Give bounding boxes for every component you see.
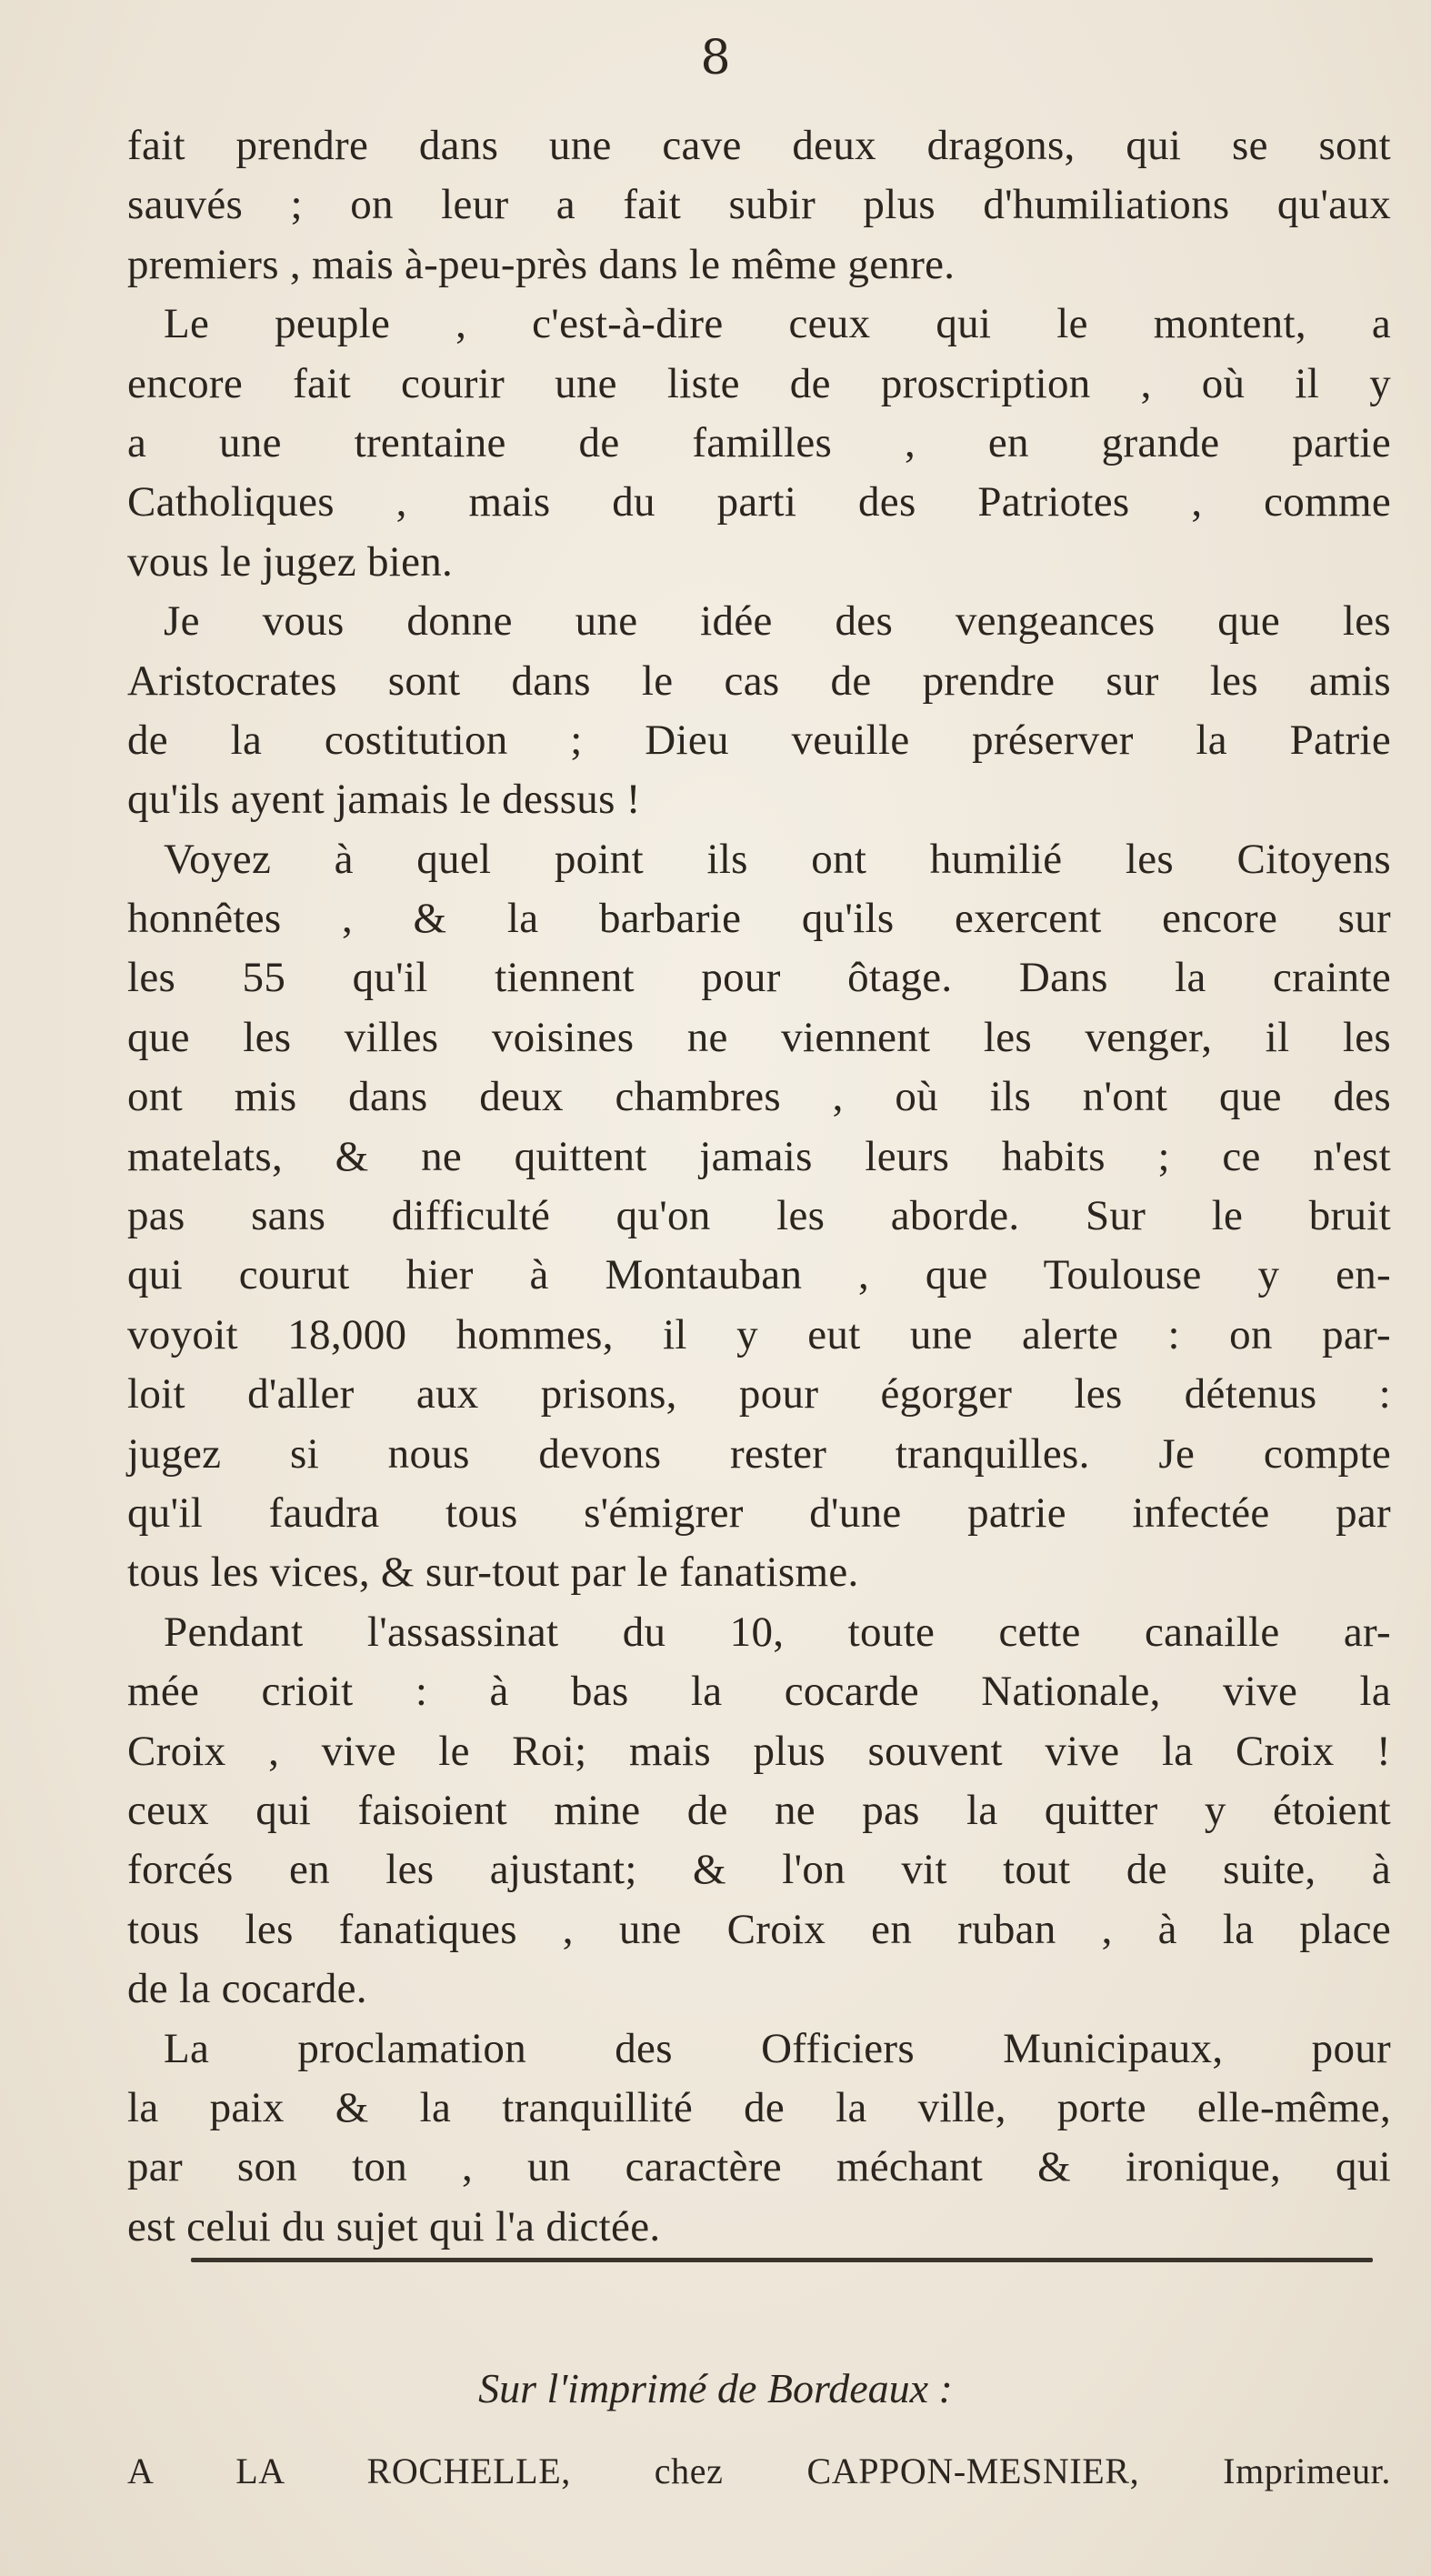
text-line: jugez si nous devons rester tranquilles. Je compte xyxy=(127,1429,1391,1478)
text-line: Le peuple , c'est-à-dire ceux qui le montent, a xyxy=(164,300,1391,348)
text-line: mée crioit : à bas la cocarde Nationale, vive la xyxy=(127,1668,1391,1716)
text-line: encore fait courir une liste de proscription , où il y xyxy=(127,359,1391,407)
text-line: qu'ils ayent jamais le dessus ! xyxy=(127,776,641,824)
text-line: tous les vices, & sur-tout par le fanatisme. xyxy=(127,1549,859,1597)
text-line: qu'il faudra tous s'émigrer d'une patrie infectée par xyxy=(127,1488,1391,1537)
text-line: Aristocrates sont dans le cas de prendre sur les amis xyxy=(127,657,1391,705)
text-line: les 55 qu'il tiennent pour ôtage. Dans la crainte xyxy=(127,954,1391,1002)
text-line: Pendant l'assassinat du 10, toute cette canaille ar- xyxy=(164,1608,1391,1656)
text-line: forcés en les ajustant; & l'on vit tout de suite, à xyxy=(127,1846,1391,1894)
text-line: que les villes voisines ne viennent les venger, il les xyxy=(127,1013,1391,1061)
text-line: ceux qui faisoient mine de ne pas la quitter y étoient xyxy=(127,1786,1391,1834)
horizontal-rule xyxy=(191,2258,1373,2262)
text-line: sauvés ; on leur a fait subir plus d'humiliations qu'aux xyxy=(127,181,1391,229)
text-line: Croix , vive le Roi; mais plus souvent vive la Croix ! xyxy=(127,1727,1391,1775)
text-line: fait prendre dans une cave deux dragons, qui se sont xyxy=(127,122,1391,169)
text-line: Voyez à quel point ils ont humilié les Citoyens xyxy=(164,835,1391,883)
text-line: la paix & la tranquillité de la ville, porte elle-même, xyxy=(127,2083,1391,2131)
text-line: honnêtes , & la barbarie qu'ils exercent encore sur xyxy=(127,895,1391,943)
text-line: Catholiques , mais du parti des Patriotes , comme xyxy=(127,478,1391,526)
body-text xyxy=(127,116,1391,2257)
text-line: La proclamation des Officiers Municipaux, pour xyxy=(164,2024,1391,2072)
text-line: de la cocarde. xyxy=(127,1965,367,2013)
text-line: voyoit 18,000 hommes, il y eut une alerte : on par- xyxy=(127,1310,1391,1358)
text-line: est celui du sujet qui l'a dictée. xyxy=(127,2202,661,2250)
text-line: pas sans difficulté qu'on les aborde. Sur le bruit xyxy=(127,1192,1391,1240)
text-line: loit d'aller aux prisons, pour égorger les détenus : xyxy=(127,1370,1391,1418)
text-line: par son ton , un caractère méchant & ironique, qui xyxy=(127,2143,1391,2191)
text-line: Je vous donne une idée des vengeances que les xyxy=(164,597,1391,646)
imprint-line: Sur l'imprimé de Bordeaux : xyxy=(478,2365,953,2411)
text-line: ont mis dans deux chambres , où ils n'ont que des xyxy=(127,1073,1391,1121)
page-number: 8 xyxy=(700,31,731,85)
text-line: tous les fanatiques , une Croix en ruban , à la place xyxy=(127,1905,1391,1953)
text-line: qui courut hier à Montauban , que Toulouse y en- xyxy=(127,1251,1391,1299)
printer-line: A LA ROCHELLE, chez CAPPON-MESNIER, Imprimeur. xyxy=(127,2451,1391,2491)
text-line: de la costitution ; Dieu veuille préserver la Patrie xyxy=(127,716,1391,764)
text-line: premiers , mais à-peu-près dans le même genre. xyxy=(127,240,956,288)
text-line: vous le jugez bien. xyxy=(127,537,454,586)
text-line: matelats, & ne quittent jamais leurs habits ; ce n'est xyxy=(127,1132,1391,1180)
text-line: a une trentaine de familles , en grande partie xyxy=(127,418,1391,466)
